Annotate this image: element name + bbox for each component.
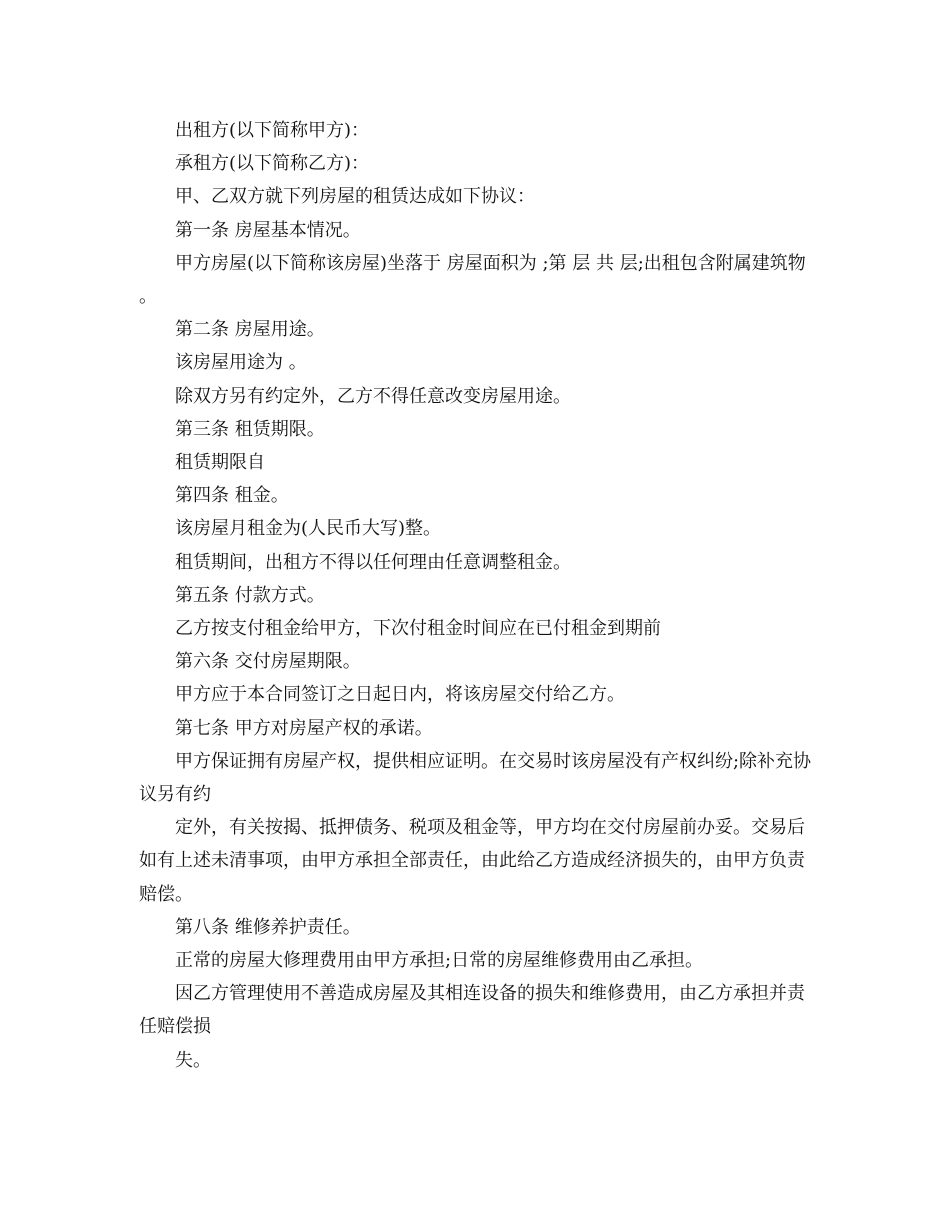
article-4-body-rent: 该房屋月租金为(人民币大写)整。 [175,518,442,540]
article-5-heading: 第五条 付款方式。 [175,584,325,606]
document-body [139,114,819,1077]
article-6-heading: 第六条 交付房屋期限。 [175,651,361,673]
article-7-body-part-1: 甲方保证拥有房屋产权，提供相应证明。在交易时该房屋没有产权纠纷;除补充协议另有约 [139,750,812,806]
article-2-body-use: 该房屋用途为 。 [175,352,307,374]
article-1-heading: 第一条 房屋基本情况。 [175,219,361,241]
article-2-heading: 第二条 房屋用途。 [175,319,325,341]
article-8-body-damage: 因乙方管理使用不善造成房屋及其相连设备的损失和维修费用，由乙方承担并责任赔偿损 [139,983,805,1038]
article-6-body: 甲方应于本合同签订之日起日内，将该房屋交付给乙方。 [175,684,625,706]
article-3-body: 租赁期限自 [175,452,265,474]
article-8-body-repairs: 正常的房屋大修理费用由甲方承担;日常的房屋维修费用由乙承担。 [175,950,704,972]
paragraph-lessee: 承租方(以下简称乙方)： [175,153,370,175]
article-7-heading: 第七条 甲方对房屋产权的承诺。 [175,717,433,739]
article-1-body: 甲方房屋(以下简称该房屋)坐落于 房屋面积为 ;第 层 共 层;出租包含附属建筑物 。 [139,252,806,308]
article-5-body: 乙方按支付租金给甲方，下次付租金时间应在已付租金到期前 [175,618,661,640]
article-8-body-end: 失。 [175,1049,211,1071]
paragraph-lessor: 出租方(以下简称甲方)： [175,120,370,141]
article-4-heading: 第四条 租金。 [175,485,289,507]
article-2-body-restriction: 除双方另有约定外，乙方不得任意改变房屋用途。 [175,385,571,407]
article-3-heading: 第三条 租赁期限。 [175,418,325,440]
paragraph-agreement-intro: 甲、乙双方就下列房屋的租赁达成如下协议： [175,186,535,208]
article-8-heading: 第八条 维修养护责任。 [175,916,361,938]
article-7-body-part-2: 定外，有关按揭、抵押债务、税项及租金等，甲方均在交付房屋前办妥。交易后如有上述未清事项，由甲方承担全部责任，由此给乙方造成经济损失的，由甲方负责赔偿。 [139,817,805,905]
article-4-body-adjustment: 租赁期间，出租方不得以任何理由任意调整租金。 [175,551,571,573]
